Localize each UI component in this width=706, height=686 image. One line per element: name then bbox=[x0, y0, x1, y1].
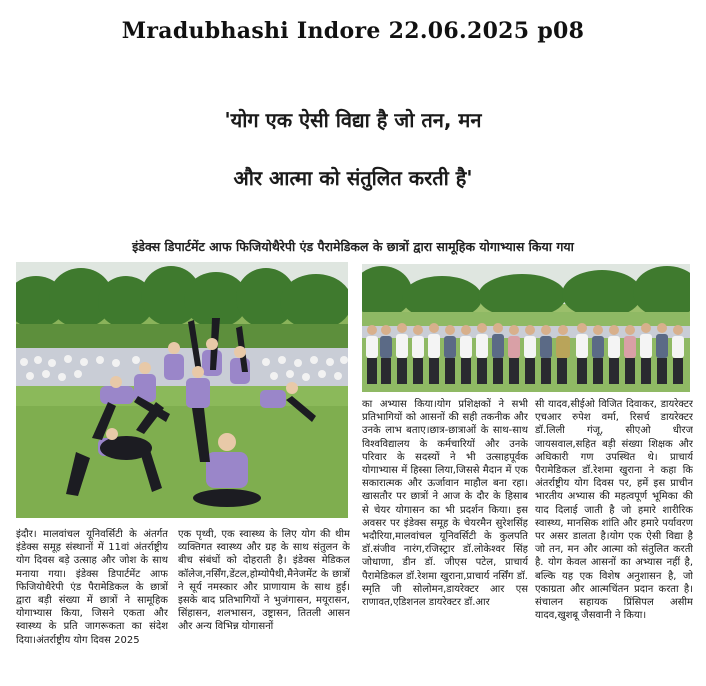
subheadline: इंडेक्स डिपार्टमेंट आफ फिजियोथैरेपी एंड पैरामेडिकल के छात्रों द्वारा सामूहिक योगाभ्यास किया गया bbox=[132, 239, 574, 254]
headline-line-1: 'योग एक ऐसी विद्या है जो तन, मन bbox=[224, 108, 482, 132]
article-column-3: का अभ्यास किया।योग प्रशिक्षकों ने सभी प्रतिभागियों को आसनों की सही तकनीक और उनके लाभ बताए।छात्र-छात्राओं के साथ-साथ विश्वविद्यालय के कर्मचारियों और उनके परिवार के सदस्यों ने भी उत्साहपूर्वक योगाभ्यास में हिस्सा लिया,जिससे मैदान में एक सकारात्मक और ऊर्जावान माहौल बना रहा। खासतौर पर छात्रों ने आज के दौर के हिसाब से चेयर योगासन का भी प्रदर्शन किया। इस अवसर पर इंडेक्स समूह के चेयरमैन सुरेशसिंह भदौरिया,मालवांचल यूनिवर्सिटी के कुलपति डॉ.संजीव नारंग,रजिस्ट्रार डॉ.लोकेश्वर सिंह जोधाणा, डीन डॉ. जीएस पटेल, प्राचार्य पैरामेडिकल डॉ.रेशमा खुराना,प्राचार्य नर्सिंग डॉ. स्मृति जी सोलोमन,डायरेक्टर आर एस राणावत,एडिशनल डायरेक्टर डॉ.आर bbox=[362, 399, 528, 609]
article-column-1: इंदौर। मालवांचल यूनिवर्सिटी के अंतर्गत इंडेक्स समूह संस्थानों में 11वां अंतर्राष्ट्रीय योग दिवस बड़े उत्साह और जोश के साथ मनाया गया। इंडेक्स डिपार्टमेंट आफ फिजियोथैरेपी एंड पैरामेडिकल के छात्रों द्वारा बड़ी संख्या में छात्रों ने सामूहिक योगाभ्यास किया, जिसने एकता और स्वास्थ्य के प्रति जागरूकता का संदेश दिया।अंतर्राष्ट्रीय योग दिवस 2025 bbox=[16, 529, 168, 646]
masthead-caption: Mradubhashi Indore 22.06.2025 p08 bbox=[121, 18, 585, 44]
yoga-group-photo bbox=[16, 262, 348, 518]
dignitaries-group-photo bbox=[362, 264, 690, 392]
article-column-2: एक पृथ्वी, एक स्वास्थ्य के लिए योग की थीम व्यक्तिगत स्वास्थ्य और ग्रह के साथ संतुलन के बीच संबंधों को दोहराती है। इंडेक्स मेडिकल कॉलेज,नर्सिंग,डेंटल,होम्योपैथी,मैनेजमेंट के छात्रों ने सूर्य नमस्कार और प्राणायाम के साथ हुई।इसके बाद प्रतिभागियों ने भुजंगासन, मयूरासन, सिंहासन, शलभासन, उष्ट्रासन, तितली आसन और अन्य विभिन्न योगासनों bbox=[178, 529, 350, 633]
headline-line-2: और आत्मा को संतुलित करती है' bbox=[233, 166, 473, 190]
article-column-4: सी यादव,सीईओ विजित दिवाकर, डायरेक्टर एचआर रुपेश वर्मा, रिसर्च डायरेक्टर डॉ.लिली गंजू, सीएओ धीरज जायसवाल,सहित बड़ी संख्या शिक्षक और अधिकारी गण उपस्थित थे। प्राचार्य पैरामेडिकल डॉ.रेशमा खुराना ने कहा कि अंतर्राष्ट्रीय योग दिवस पर, हमें इस प्राचीन भारतीय अभ्यास की महत्वपूर्ण भूमिका की याद दिलाई जाती है जो हमारे शारीरिक स्वास्थ्य, मानसिक शांति और हमारे पर्यावरण पर असर डालता है।योग एक ऐसी विद्या है जो तन, मन और आत्मा को संतुलित करती है. योग केवल आसनों का अभ्यास नहीं है, बल्कि यह एक विशेष अनुशासन है, जो एकाग्रता और आत्मचिंतन प्रदान करता है। संचालन सहायक प्रिंसिपल असीम यादव,खुशबू जैसवानी ने किया। bbox=[535, 399, 693, 622]
